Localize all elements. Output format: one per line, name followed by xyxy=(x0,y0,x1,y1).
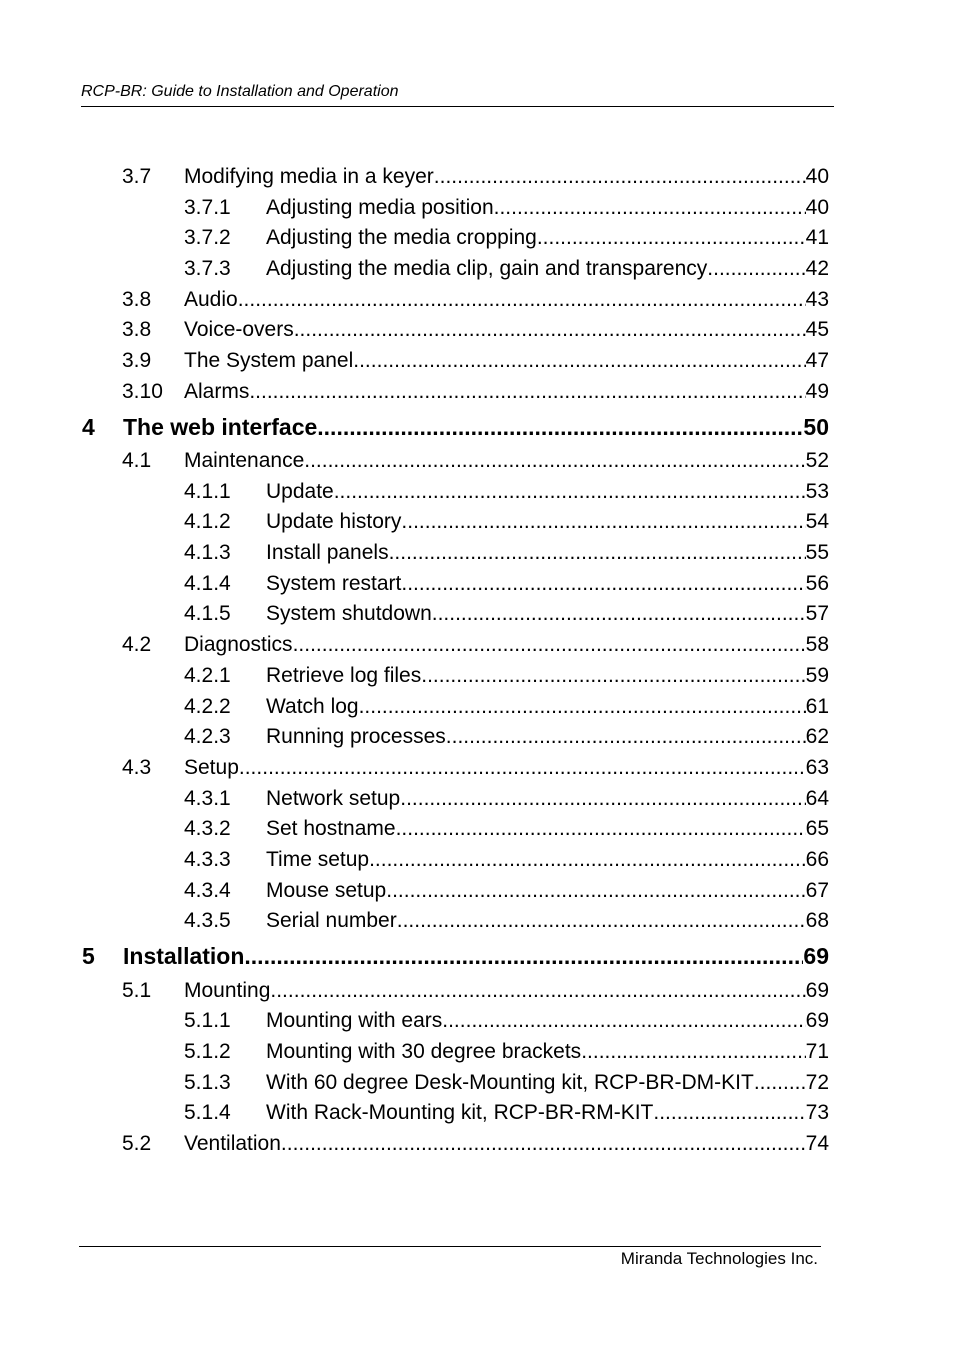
toc-entry-line xyxy=(266,223,829,254)
toc-entry-line xyxy=(123,409,829,446)
toc-entry[interactable] xyxy=(0,906,954,937)
toc-entry[interactable] xyxy=(0,1098,954,1129)
toc-entry-title: Adjusting media position xyxy=(266,195,494,219)
toc-entry-line xyxy=(184,377,829,408)
dot-leader xyxy=(707,254,805,285)
toc-entry-line xyxy=(266,1037,829,1068)
toc-entry-number: 3.8 xyxy=(122,287,152,311)
toc-entry-line xyxy=(266,1098,829,1129)
toc-entry-number: 4.1.4 xyxy=(184,571,231,595)
toc-entry-number: 4.1 xyxy=(122,449,152,472)
toc-entry-title: Install panels xyxy=(266,541,389,565)
toc-entry[interactable] xyxy=(0,1129,954,1160)
toc-entry-page-number: 41 xyxy=(805,226,829,250)
toc-entry-line xyxy=(266,538,829,569)
dot-leader xyxy=(432,599,806,630)
toc-entry-number: 4.1.1 xyxy=(184,479,231,503)
toc-entry[interactable] xyxy=(0,569,954,600)
toc-entry-title: Retrieve log files xyxy=(266,663,422,687)
toc-entry-page-number: 69 xyxy=(803,943,829,969)
dot-leader xyxy=(386,876,805,907)
dot-leader xyxy=(389,538,806,569)
toc-entry-line xyxy=(266,722,829,753)
toc-entry-title: Installation xyxy=(123,943,245,969)
toc-entry-line xyxy=(184,1129,829,1160)
toc-entry-number: 3.10 xyxy=(122,379,163,403)
toc-entry-number: 5.1.2 xyxy=(184,1039,231,1063)
toc-entry-title: Set hostname xyxy=(266,817,396,841)
dot-leader xyxy=(434,162,806,193)
toc-entry-title: Diagnostics xyxy=(184,633,293,657)
toc-entry-line xyxy=(184,976,829,1007)
toc-entry-page-number: 74 xyxy=(805,1131,829,1155)
footer-rule xyxy=(79,1246,821,1247)
toc-entry-line xyxy=(266,784,829,815)
toc-entry-title: Mouse setup xyxy=(266,878,387,902)
toc-entry-line xyxy=(266,507,829,538)
toc-entry-page-number: 47 xyxy=(805,349,829,373)
toc-entry-page-number: 69 xyxy=(805,978,829,1002)
toc-entry-number: 4.2.2 xyxy=(184,694,231,718)
toc-entry-title: The System panel xyxy=(184,349,354,373)
dot-leader xyxy=(442,1006,805,1037)
toc-entry-page-number: 45 xyxy=(805,318,829,342)
toc-entry-line xyxy=(184,162,829,193)
toc-entry[interactable] xyxy=(0,377,954,408)
toc-entry-number: 4.2.1 xyxy=(184,663,231,687)
toc-entry-title: System shutdown xyxy=(266,602,432,626)
dot-leader xyxy=(754,1068,806,1099)
toc-entry[interactable] xyxy=(0,722,954,753)
toc-entry[interactable] xyxy=(0,538,954,569)
toc-entry-title: Update xyxy=(266,479,334,503)
toc-entry-line xyxy=(266,254,829,285)
toc-entry-title: Adjusting the media clip, gain and transparency xyxy=(266,257,708,281)
toc-entry-title: System restart xyxy=(266,571,402,595)
dot-leader xyxy=(653,1098,805,1129)
toc-entry-page-number: 58 xyxy=(805,633,829,657)
toc-entry-page-number: 66 xyxy=(805,847,829,871)
table-of-contents xyxy=(0,162,954,1160)
footer-company: Miranda Technologies Inc. xyxy=(620,1249,818,1268)
toc-entry-page-number: 73 xyxy=(805,1101,829,1125)
header-title: RCP-BR: Guide to Installation and Operation xyxy=(81,83,399,100)
toc-entry-line xyxy=(184,446,829,477)
dot-leader xyxy=(359,692,806,723)
toc-entry-number: 3.7.2 xyxy=(184,226,231,250)
toc-entry-page-number: 72 xyxy=(805,1070,829,1094)
toc-entry-number: 4.1.5 xyxy=(184,602,231,626)
toc-entry-page-number: 61 xyxy=(805,694,829,718)
toc-entry-line xyxy=(266,569,829,600)
toc-entry-line xyxy=(184,315,829,346)
toc-entry-number: 3.7.1 xyxy=(184,195,231,219)
toc-entry-title: Mounting xyxy=(184,978,271,1002)
dot-leader xyxy=(317,409,803,446)
dot-leader xyxy=(421,661,805,692)
toc-entry-page-number: 69 xyxy=(805,1009,829,1033)
toc-entry[interactable] xyxy=(0,346,954,377)
toc-entry-title: Ventilation xyxy=(184,1131,281,1155)
dot-leader xyxy=(446,722,806,753)
toc-entry[interactable] xyxy=(0,784,954,815)
toc-entry-line xyxy=(266,661,829,692)
toc-entry-number: 4.3 xyxy=(122,755,152,779)
dot-leader xyxy=(400,784,805,815)
toc-entry[interactable] xyxy=(0,599,954,630)
toc-entry-title: Alarms xyxy=(184,379,250,403)
toc-entry-line xyxy=(184,630,829,661)
toc-entry-title: The web interface xyxy=(123,413,318,440)
toc-entry-line xyxy=(184,753,829,784)
toc-entry-line xyxy=(123,938,829,975)
toc-entry-line xyxy=(266,845,829,876)
toc-entry-number: 3.7.3 xyxy=(184,257,231,281)
toc-entry-line xyxy=(266,814,829,845)
toc-entry[interactable] xyxy=(0,285,954,316)
toc-entry-number: 5 xyxy=(82,943,95,969)
toc-entry-number: 4.3.3 xyxy=(184,847,231,871)
toc-entry-number: 4.2 xyxy=(122,633,152,657)
toc-entry-page-number: 62 xyxy=(805,725,829,749)
toc-entry[interactable] xyxy=(0,661,954,692)
toc-entry[interactable] xyxy=(0,1006,954,1037)
toc-entry-line xyxy=(266,1006,829,1037)
toc-entry[interactable] xyxy=(0,315,954,346)
toc-entry[interactable] xyxy=(0,507,954,538)
toc-entry[interactable] xyxy=(0,938,954,975)
toc-entry[interactable] xyxy=(0,254,954,285)
toc-entry[interactable] xyxy=(0,223,954,254)
dot-leader xyxy=(353,346,805,377)
dot-leader xyxy=(281,1129,806,1160)
toc-entry-title: Audio xyxy=(184,287,238,311)
toc-entry-title: Mounting with 30 degree brackets xyxy=(266,1039,582,1063)
toc-entry[interactable] xyxy=(0,692,954,723)
toc-entry[interactable] xyxy=(0,409,954,446)
dot-leader xyxy=(239,753,806,784)
toc-entry-page-number: 56 xyxy=(805,571,829,595)
toc-entry-line xyxy=(266,876,829,907)
toc-entry-line xyxy=(184,346,829,377)
toc-entry-title: Network setup xyxy=(266,786,401,810)
dot-leader xyxy=(270,976,805,1007)
dot-leader xyxy=(397,906,806,937)
toc-entry-title: Update history xyxy=(266,510,402,534)
toc-entry-page-number: 54 xyxy=(805,510,829,534)
toc-entry-number: 5.2 xyxy=(122,1131,152,1155)
dot-leader xyxy=(369,845,806,876)
toc-entry-number: 4 xyxy=(82,413,95,440)
toc-entry[interactable] xyxy=(0,976,954,1007)
toc-entry-page-number: 67 xyxy=(805,878,829,902)
toc-entry-number: 5.1.4 xyxy=(184,1101,231,1125)
toc-entry-line xyxy=(266,906,829,937)
toc-entry-number: 4.1.3 xyxy=(184,541,231,565)
dot-leader xyxy=(244,938,803,975)
toc-entry[interactable] xyxy=(0,630,954,661)
toc-entry[interactable] xyxy=(0,1068,954,1099)
dot-leader xyxy=(238,285,806,316)
toc-entry[interactable] xyxy=(0,876,954,907)
toc-entry-title: Mounting with ears xyxy=(266,1009,443,1033)
dot-leader xyxy=(304,446,805,477)
toc-entry[interactable] xyxy=(0,814,954,845)
toc-entry-page-number: 49 xyxy=(805,379,829,403)
toc-entry-title: Modifying media in a keyer xyxy=(184,165,434,188)
toc-entry-title: Serial number xyxy=(266,909,397,933)
toc-entry[interactable] xyxy=(0,1037,954,1068)
toc-entry-page-number: 50 xyxy=(803,413,829,440)
toc-entry-title: With Rack-Mounting kit, RCP-BR-RM-KIT xyxy=(266,1101,654,1125)
toc-entry-page-number: 68 xyxy=(805,909,829,933)
toc-entry-page-number: 57 xyxy=(805,602,829,626)
toc-entry-page-number: 40 xyxy=(805,165,829,188)
dot-leader xyxy=(294,315,806,346)
dot-leader xyxy=(293,630,806,661)
toc-entry-number: 5.1 xyxy=(122,978,152,1002)
running-header xyxy=(81,82,834,107)
toc-entry-number: 5.1.1 xyxy=(184,1009,231,1033)
toc-entry-line xyxy=(184,285,829,316)
toc-entry-title: Setup xyxy=(184,755,239,779)
dot-leader xyxy=(537,223,806,254)
dot-leader xyxy=(581,1037,805,1068)
dot-leader xyxy=(401,507,805,538)
toc-entry[interactable] xyxy=(0,162,954,193)
toc-entry-line xyxy=(266,1068,829,1099)
toc-entry-page-number: 42 xyxy=(805,257,829,281)
toc-entry-page-number: 71 xyxy=(805,1039,829,1063)
toc-entry-title: Watch log xyxy=(266,694,359,718)
toc-entry-number: 4.1.2 xyxy=(184,510,231,534)
toc-entry-title: Time setup xyxy=(266,847,370,871)
toc-entry-page-number: 64 xyxy=(805,786,829,810)
toc-entry-page-number: 53 xyxy=(805,479,829,503)
toc-entry-page-number: 52 xyxy=(805,449,829,472)
dot-leader xyxy=(249,377,805,408)
toc-entry-title: Voice-overs xyxy=(184,318,294,342)
toc-entry[interactable] xyxy=(0,845,954,876)
toc-entry-number: 5.1.3 xyxy=(184,1070,231,1094)
dot-leader xyxy=(396,814,806,845)
dot-leader xyxy=(494,193,806,224)
toc-entry-page-number: 40 xyxy=(805,195,829,219)
toc-entry-page-number: 55 xyxy=(805,541,829,565)
toc-entry-title: With 60 degree Desk-Mounting kit, RCP-BR-DM-KIT xyxy=(266,1070,754,1094)
toc-entry-number: 3.8 xyxy=(122,318,152,342)
toc-entry[interactable] xyxy=(0,477,954,508)
toc-entry-number: 3.9 xyxy=(122,349,152,373)
toc-entry-line xyxy=(266,477,829,508)
toc-entry[interactable] xyxy=(0,193,954,224)
toc-entry-line xyxy=(266,193,829,224)
toc-entry-number: 3.7 xyxy=(122,165,152,188)
toc-entry[interactable] xyxy=(0,446,954,477)
toc-entry[interactable] xyxy=(0,753,954,784)
toc-entry-number: 4.2.3 xyxy=(184,725,231,749)
toc-entry-page-number: 65 xyxy=(805,817,829,841)
toc-entry-title: Maintenance xyxy=(184,449,305,472)
toc-entry-number: 4.3.4 xyxy=(184,878,231,902)
toc-entry-line xyxy=(266,692,829,723)
toc-entry-page-number: 59 xyxy=(805,663,829,687)
toc-entry-title: Adjusting the media cropping xyxy=(266,226,537,250)
toc-entry-page-number: 63 xyxy=(805,755,829,779)
toc-entry-number: 4.3.2 xyxy=(184,817,231,841)
toc-entry-title: Running processes xyxy=(266,725,446,749)
dot-leader xyxy=(401,569,805,600)
toc-entry-page-number: 43 xyxy=(805,287,829,311)
toc-entry-number: 4.3.1 xyxy=(184,786,231,810)
dot-leader xyxy=(334,477,806,508)
toc-entry-number: 4.3.5 xyxy=(184,909,231,933)
toc-entry-line xyxy=(266,599,829,630)
